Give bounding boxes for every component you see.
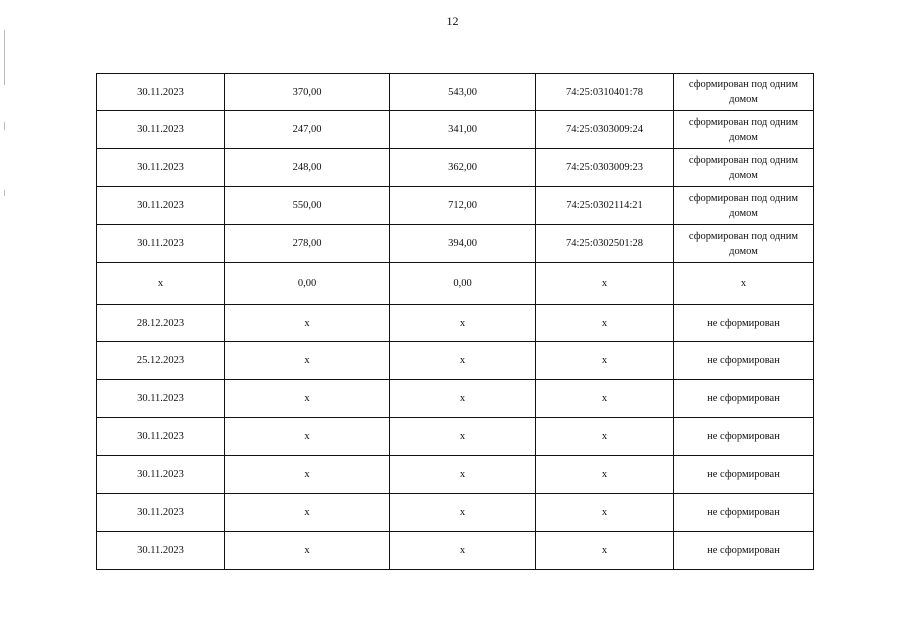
cell-cadastral-number: 74:25:0302114:21: [536, 187, 674, 225]
cell-value1: 370,00: [225, 74, 390, 111]
margin-scan-mark: [4, 30, 5, 85]
table-row: [97, 111, 814, 149]
cell-value2: 0,00: [390, 263, 536, 305]
cell-value1: x: [225, 532, 390, 570]
cell-date: 25.12.2023: [97, 342, 225, 380]
cell-value1: x: [225, 342, 390, 380]
cell-value1: 278,00: [225, 225, 390, 263]
cell-status: не сформирован: [674, 342, 814, 380]
cell-status: не сформирован: [674, 532, 814, 570]
cell-cadastral-number: 74:25:0303009:23: [536, 149, 674, 187]
cell-value2: x: [390, 532, 536, 570]
table-row: [97, 149, 814, 187]
cell-status: сформирован под одним домом: [674, 225, 814, 263]
table-row: [97, 418, 814, 456]
cell-date: 30.11.2023: [97, 418, 225, 456]
cell-status: сформирован под одним домом: [674, 74, 814, 111]
cell-cadastral-number: x: [536, 263, 674, 305]
page-number: 12: [446, 14, 459, 28]
cell-date: x: [97, 263, 225, 305]
cell-value2: x: [390, 456, 536, 494]
cell-status: не сформирован: [674, 380, 814, 418]
cell-date: 30.11.2023: [97, 494, 225, 532]
cell-value1: x: [225, 494, 390, 532]
table-row: [97, 380, 814, 418]
cell-status: не сформирован: [674, 418, 814, 456]
table-row: [97, 225, 814, 263]
cell-cadastral-number: x: [536, 305, 674, 342]
table-row: [97, 263, 814, 305]
cell-cadastral-number: x: [536, 342, 674, 380]
cell-date: 30.11.2023: [97, 456, 225, 494]
cell-cadastral-number: x: [536, 494, 674, 532]
cell-value2: x: [390, 418, 536, 456]
cell-value2: x: [390, 305, 536, 342]
cell-value2: 394,00: [390, 225, 536, 263]
table-row: [97, 74, 814, 111]
cell-date: 30.11.2023: [97, 380, 225, 418]
cell-status: не сформирован: [674, 305, 814, 342]
cell-value2: 712,00: [390, 187, 536, 225]
cell-value1: x: [225, 380, 390, 418]
cell-value2: 362,00: [390, 149, 536, 187]
cell-date: 28.12.2023: [97, 305, 225, 342]
cell-cadastral-number: 74:25:0302501:28: [536, 225, 674, 263]
cell-value1: x: [225, 418, 390, 456]
table-row: [97, 494, 814, 532]
cell-date: 30.11.2023: [97, 111, 225, 149]
cell-value2: x: [390, 494, 536, 532]
table-row: [97, 532, 814, 570]
cell-value1: 550,00: [225, 187, 390, 225]
cell-date: 30.11.2023: [97, 74, 225, 111]
cell-status: сформирован под одним домом: [674, 149, 814, 187]
cell-value1: 0,00: [225, 263, 390, 305]
cell-date: 30.11.2023: [97, 187, 225, 225]
cell-status: сформирован под одним домом: [674, 111, 814, 149]
margin-scan-mark: [4, 122, 5, 130]
cell-value1: x: [225, 456, 390, 494]
cell-date: 30.11.2023: [97, 532, 225, 570]
cell-status: x: [674, 263, 814, 305]
cell-date: 30.11.2023: [97, 225, 225, 263]
cell-cadastral-number: 74:25:0303009:24: [536, 111, 674, 149]
table-row: [97, 187, 814, 225]
cell-cadastral-number: 74:25:0310401:78: [536, 74, 674, 111]
cell-value2: 341,00: [390, 111, 536, 149]
table-row: [97, 305, 814, 342]
cell-value1: x: [225, 305, 390, 342]
cell-cadastral-number: x: [536, 532, 674, 570]
land-plot-table: [96, 73, 814, 570]
table-row: [97, 456, 814, 494]
cell-value2: x: [390, 342, 536, 380]
cell-cadastral-number: x: [536, 418, 674, 456]
cell-status: не сформирован: [674, 456, 814, 494]
margin-scan-mark: [4, 190, 5, 196]
cell-value2: 543,00: [390, 74, 536, 111]
cell-status: сформирован под одним домом: [674, 187, 814, 225]
cell-cadastral-number: x: [536, 456, 674, 494]
cell-cadastral-number: x: [536, 380, 674, 418]
cell-status: не сформирован: [674, 494, 814, 532]
cell-value1: 248,00: [225, 149, 390, 187]
table-row: [97, 342, 814, 380]
table-body: [97, 74, 814, 570]
cell-value1: 247,00: [225, 111, 390, 149]
cell-date: 30.11.2023: [97, 149, 225, 187]
cell-value2: x: [390, 380, 536, 418]
